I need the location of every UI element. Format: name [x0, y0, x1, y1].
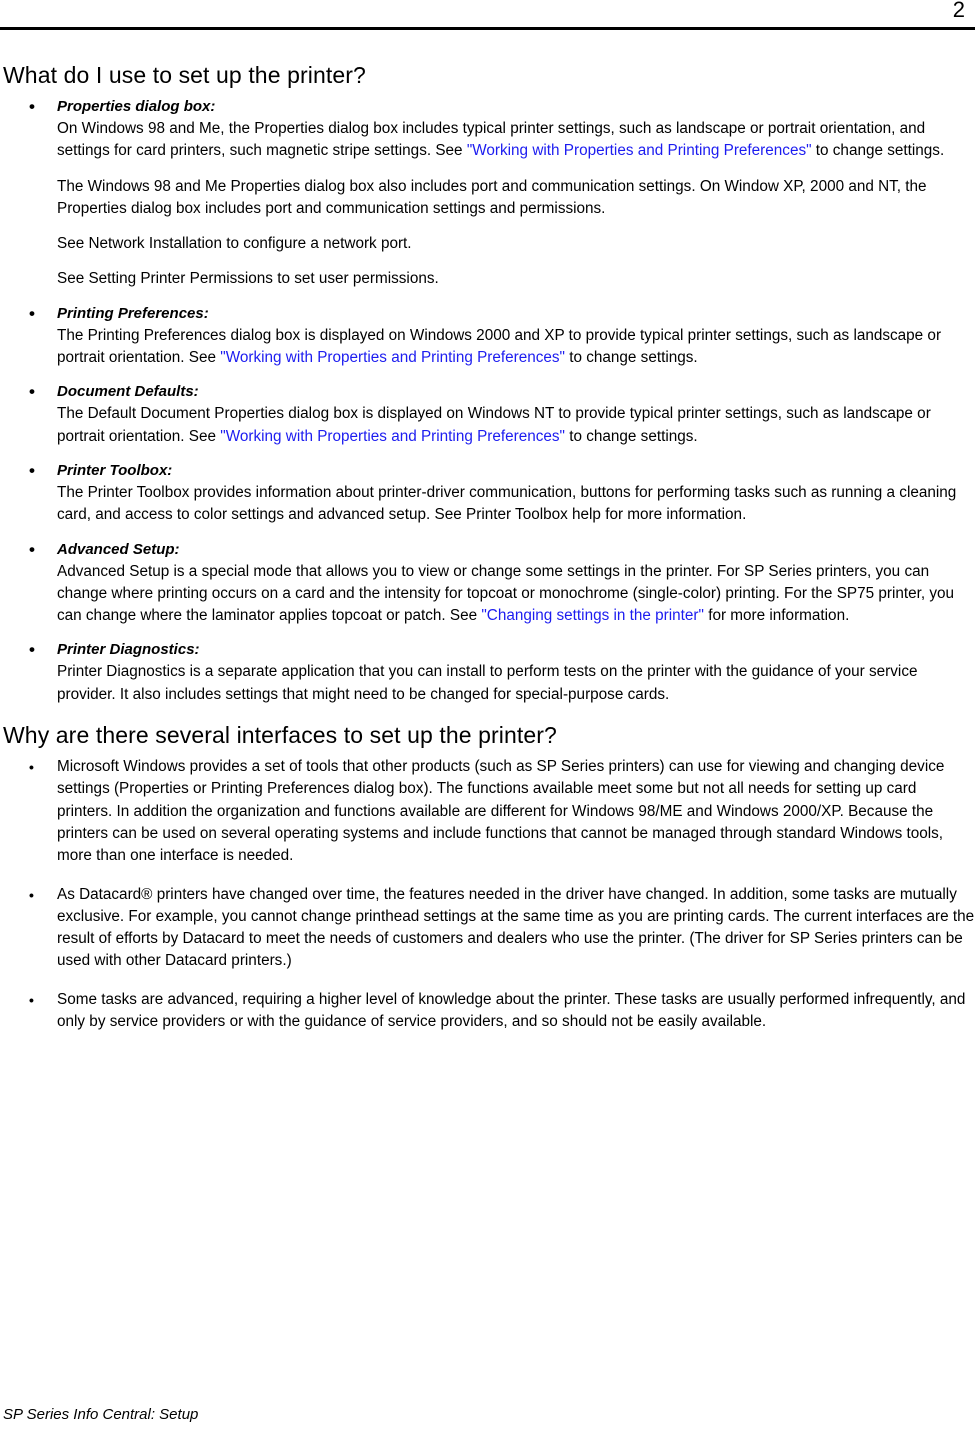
- section-heading: What do I use to set up the printer?: [3, 62, 366, 88]
- list-item: [0, 989, 975, 1034]
- bullet-icon: •: [29, 640, 35, 660]
- paragraph: [57, 176, 975, 221]
- bullet-list: [0, 756, 975, 1033]
- text-run: The Windows 98 and Me Properties dialog box also includes port and communication settings. On Window XP, 2000 and NT, the Properties dialog box includes port and communication settings and permissions.: [57, 177, 927, 217]
- paragraph: [57, 756, 975, 867]
- document-link[interactable]: "Working with Properties and Printing Preferences": [220, 349, 565, 367]
- text-run: to change settings.: [564, 349, 698, 367]
- document-link[interactable]: "Working with Properties and Printing Preferences": [220, 427, 565, 445]
- bullet-icon: •: [29, 303, 35, 323]
- text-run: for more information.: [703, 607, 850, 625]
- document-link[interactable]: "Changing settings in the printer": [481, 607, 704, 625]
- text-run: The Default Document Properties dialog box is displayed on Windows NT to provide typical printer settings, such as landscape or portrait orientation. See: [57, 405, 931, 445]
- footer-label: SP Series Info Central: Setup: [3, 1406, 199, 1423]
- paragraph: [57, 884, 975, 973]
- list-item: [0, 539, 975, 628]
- paragraph: [57, 268, 975, 290]
- bullet-icon: •: [29, 759, 34, 776]
- content-section: [0, 60, 975, 706]
- list-item: [0, 460, 975, 527]
- paragraph: [57, 989, 975, 1034]
- list-item: [0, 303, 975, 370]
- term-label: Properties dialog box:: [57, 98, 216, 115]
- list-item: [0, 756, 975, 867]
- text-run: The Printing Preferences dialog box is displayed on Windows 2000 and XP to provide typical printer settings, such as landscape or portrait orientation. See: [57, 326, 942, 367]
- term-label: Document Defaults:: [57, 383, 199, 401]
- bullet-icon: •: [29, 460, 35, 480]
- bullet-icon: •: [29, 886, 34, 903]
- text-run: to change settings.: [811, 142, 945, 160]
- paragraph: [57, 118, 975, 163]
- list-item: [0, 884, 975, 973]
- list-item: [0, 96, 975, 291]
- paragraph: [57, 482, 975, 527]
- text-run: As Datacard® printers have changed over time, the features needed in the driver have changed. In addition, some tasks are mutually exclusive. For example, you cannot change printhead settings at the same time as you are printing cards. The current interfaces are the result of efforts by Datacard to meet the needs of customers and dealers who use the printer. (The driver for SP Series printers can be used with other Datacard printers.): [57, 885, 975, 970]
- list-item: [0, 639, 975, 706]
- text-run: On Windows 98 and Me, the Properties dialog box includes typical printer settings, such as landscape or portrait orientation, and settings for card printers, such magnetic stripe settings. See: [57, 120, 926, 160]
- paragraph: [57, 403, 975, 448]
- bullet-list: [0, 96, 975, 706]
- text-run: Advanced Setup is a special mode that allows you to view or change some settings in the printer. For SP Series printers, you can change where printing occurs on a card and the intensity for topcoat or monochrome (single-color) printing. For the SP75 printer, you can change where the laminator applies topcoat or patch. See: [57, 562, 955, 625]
- bullet-icon: •: [29, 382, 35, 402]
- text-run: Microsoft Windows provides a set of tools that other products (such as SP Series printers) can use for viewing and changing device settings (Properties or Printing Preferences dialog box). The functions available meet some but not all needs for setting up card printers. In addition the organization and functions available are different for Windows 98/ME and Windows 2000/XP. Because the printers can be used on several operating systems and include functions that cannot be managed through standard Windows tools, more than one interface is needed.: [57, 758, 945, 865]
- header-divider: [0, 27, 975, 30]
- bullet-icon: •: [29, 539, 35, 559]
- text-run: Printer Diagnostics is a separate application that you can install to perform tests on the printer with the guidance of your service provider. It also includes settings that might need to be changed for special-purpose cards.: [57, 663, 918, 703]
- paragraph: [57, 233, 975, 255]
- term-label: Printer Diagnostics:: [57, 641, 200, 659]
- document-link[interactable]: "Working with Properties and Printing Preferences": [466, 142, 812, 160]
- list-item: [0, 381, 975, 448]
- section-heading: Why are there several interfaces to set up the printer?: [3, 722, 557, 749]
- term-label: Advanced Setup:: [57, 540, 180, 558]
- page-number: 2: [952, 0, 965, 22]
- page-header: [0, 0, 975, 28]
- bullet-icon: •: [29, 991, 34, 1008]
- text-run: Some tasks are advanced, requiring a higher level of knowledge about the printer. These tasks are usually performed infrequently, and only by service providers or with the guidance of service providers, and so should not be easily available.: [57, 990, 966, 1031]
- page-footer: [0, 1402, 975, 1426]
- text-run: The Printer Toolbox provides information about printer-driver communication, buttons for performing tasks such as running a cleaning card, and access to color settings and advanced setup. See Printer Toolbox help for more information.: [57, 483, 957, 524]
- text-run: to change settings.: [564, 427, 698, 445]
- paragraph: [57, 661, 975, 706]
- content-section: [0, 720, 975, 1033]
- paragraph: [57, 325, 975, 370]
- paragraph: [57, 561, 975, 628]
- text-run: See Network Installation to configure a network port.: [57, 235, 412, 253]
- term-label: Printer Toolbox:: [57, 461, 173, 479]
- bullet-icon: •: [29, 97, 35, 116]
- text-run: See Setting Printer Permissions to set user permissions.: [57, 270, 439, 288]
- term-label: Printing Preferences:: [57, 304, 209, 322]
- document-body: [0, 60, 975, 1034]
